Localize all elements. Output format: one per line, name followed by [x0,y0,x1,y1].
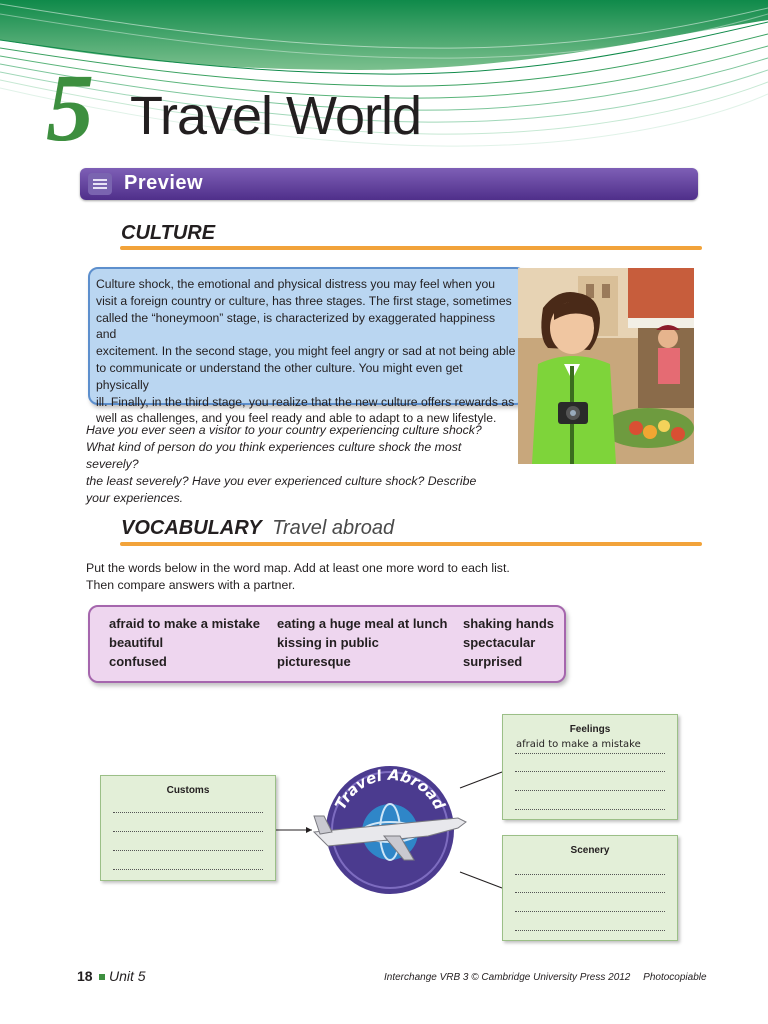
feelings-example: afraid to make a mistake [516,739,641,750]
travel-abroad-logo [308,762,470,898]
preview-label: Preview [124,172,204,194]
vocabulary-rule [120,542,702,546]
word-bank-item: picturesque [277,654,351,669]
unit-title: Travel World [130,86,422,146]
passage-line: well as challenges, and you feel ready and able to adapt to a new lifestyle. [96,411,497,426]
discussion-questions [86,422,516,507]
answer-line[interactable] [515,753,665,754]
answer-line[interactable] [515,771,665,772]
culture-passage [96,276,516,427]
question-line: Have you ever seen a visitor to your country experiencing culture shock? [86,423,482,437]
word-bank-item: spectacular [463,635,536,650]
footer-unit: Unit 5 [109,968,146,984]
square-bullet-icon [99,974,105,980]
copyright-text: Interchange VRB 3 © Cambridge University Press 2012 [384,972,631,983]
answer-line[interactable] [515,911,665,912]
culture-rule [120,246,702,250]
answer-line[interactable] [515,790,665,791]
vocabulary-instructions [86,560,556,593]
culture-heading: CULTURE [121,222,216,244]
customs-box [100,775,276,881]
word-bank-item: beautiful [109,635,164,650]
page-number: 18 [77,968,93,984]
customs-heading: Customs [166,785,210,796]
word-bank-item: afraid to make a mistake [109,616,261,631]
passage-line: ill. Finally, in the third stage, you realize that the new culture offers rewards as [96,394,515,409]
passage-line: to communicate or understand the other culture. You might even get physically [96,360,463,392]
vocabulary-subheading: Travel abroad [272,517,395,539]
question-line: What kind of person do you think experiences culture shock the most severely? [86,440,462,471]
word-bank-item: kissing in public [277,635,379,650]
tourist-market-illustration [518,268,694,464]
answer-line[interactable] [113,869,263,870]
answer-line[interactable] [113,812,263,813]
word-bank-item: eating a huge meal at lunch [277,616,448,631]
scenery-box [502,835,678,941]
passage-line: called the “honeymoon” stage, is characterized by exaggerated happiness and [96,310,496,342]
photocopiable-text: Photocopiable [643,972,707,983]
answer-line[interactable] [515,809,665,810]
answer-line[interactable] [515,874,665,875]
feelings-box [502,714,678,820]
passage-line: Culture shock, the emotional and physical distress you may feel when you [96,277,496,291]
word-bank-item: surprised [463,654,523,669]
question-line: your experiences. [86,491,184,505]
menu-lines-icon [88,173,112,195]
vocabulary-heading: VOCABULARY [121,517,262,539]
instruction-line: Put the words below in the word map. Add at least one more word to each list. [86,561,510,575]
preview-banner [80,168,698,200]
answer-line[interactable] [113,850,263,851]
instruction-line: Then compare answers with a partner. [86,577,296,592]
answer-line[interactable] [113,831,263,832]
unit-number: 5 [46,54,94,161]
question-line: the least severely? Have you ever experienced culture shock? Describe [86,474,477,488]
word-bank-item: shaking hands [463,616,555,631]
word-bank-item: confused [109,654,167,669]
feelings-heading: Feelings [569,724,611,735]
footer-credit [384,972,707,983]
vocabulary-header [121,517,394,540]
logo-label: Travel Abroad [331,765,449,813]
answer-line[interactable] [515,930,665,931]
passage-line: excitement. In the second stage, you might feel angry or sad at not being able [96,344,516,359]
scenery-heading: Scenery [570,845,610,856]
answer-line[interactable] [515,892,665,893]
passage-line: visit a foreign country or culture, has three stages. The first stage, sometimes [96,293,512,308]
